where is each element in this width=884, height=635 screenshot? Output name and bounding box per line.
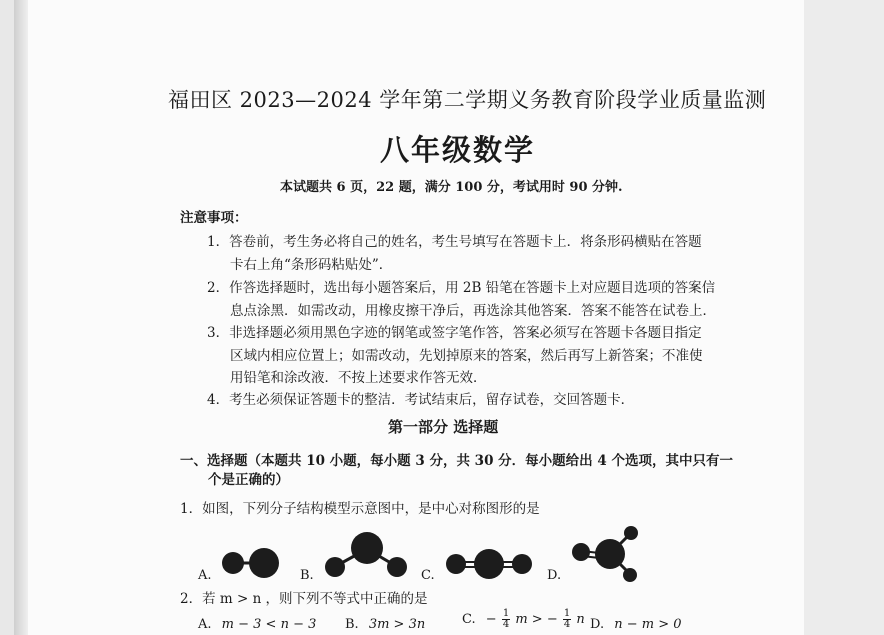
notice-2-line-1: 2．作答选择题时，选出每小题答案后，用 2B 铅笔在答题卡上对应题目选项的答案信 <box>207 280 716 296</box>
option-c-sign: − <box>485 612 497 627</box>
part-heading-line-2: 个是正确的） <box>208 472 289 488</box>
fraction-1-denominator: 4 <box>502 619 510 630</box>
option-d-text: n − m > 0 <box>614 617 682 632</box>
question-2-option-a <box>198 617 316 632</box>
question-1-label-c: C. <box>421 568 435 583</box>
page-edge-shadow <box>14 0 28 635</box>
notice-heading: 注意事项： <box>180 210 248 226</box>
option-a-label: A. <box>198 617 212 632</box>
notice-1-line-2: 卡右上角“条形码粘贴处”． <box>230 257 393 273</box>
exam-subject: 八年级数学 <box>380 133 536 167</box>
notice-3-line-3: 用铅笔和涂改液．不按上述要求作答无效． <box>230 370 487 386</box>
exam-title: 福田区 2023—2024 学年第二学期义务教育阶段学业质量监测 <box>168 88 767 112</box>
notice-3-line-1: 3．非选择题必须用黑色字迹的钢笔或签字笔作答，答案必须写在答题卡各题目指定 <box>207 325 702 341</box>
question-2-option-d <box>590 617 682 632</box>
option-c-label: C. <box>462 612 476 627</box>
option-d-label: D. <box>590 617 605 632</box>
question-1-label-a: A. <box>198 568 212 583</box>
molecule-a <box>222 548 279 578</box>
option-a-text: m − 3 < n − 3 <box>221 617 317 632</box>
notice-4-line-1: 4．考生必须保证答题卡的整洁．考试结束后，留存试卷，交回答题卡． <box>207 392 635 408</box>
part-heading-line-1: 一、选择题（本题共 10 小题，每小题 3 分，共 30 分．每小题给出 4 个选项，其中只有一 <box>180 453 733 469</box>
question-2-option-b <box>345 617 425 632</box>
fraction-1-numerator: 1 <box>502 608 510 619</box>
exam-info: 本试题共 6 页，22 题，满分 100 分，考试用时 90 分钟. <box>280 180 623 195</box>
notice-2-line-2: 息点涂黑．如需改动，用橡皮擦干净后，再选涂其他答案．答案不能答在试卷上． <box>230 303 716 319</box>
viewer-background <box>804 0 884 635</box>
option-c-fraction-2 <box>563 609 571 630</box>
option-c-middle: m > − <box>515 612 558 627</box>
question-2-option-c <box>462 609 585 630</box>
question-1-label-b: B. <box>300 568 314 583</box>
question-1-label-d: D. <box>547 568 562 583</box>
molecule-b <box>325 532 407 577</box>
option-b-text: 3m > 3n <box>368 617 426 632</box>
molecule-c <box>446 549 532 579</box>
notice-1-line-1: 1．答卷前，考生务必将自己的姓名，考生号填写在答题卡上．将条形码横贴在答题 <box>207 234 702 250</box>
question-1-stem: 1．如图，下列分子结构模型示意图中，是中心对称图形的是 <box>180 501 540 517</box>
notice-3-line-2: 区域内相应位置上；如需改动，先划掉原来的答案，然后再写上新答案；不准使 <box>230 348 703 364</box>
option-b-label: B. <box>345 617 359 632</box>
option-c-end: n <box>576 612 585 627</box>
fraction-2-denominator: 4 <box>563 619 571 630</box>
molecule-d <box>572 526 638 582</box>
option-c-fraction-1 <box>502 609 510 630</box>
fraction-2-numerator: 1 <box>563 608 571 619</box>
question-2-stem: 2．若 m > n ，则下列不等式中正确的是 <box>180 591 428 607</box>
section-title: 第一部分 选择题 <box>388 418 499 436</box>
